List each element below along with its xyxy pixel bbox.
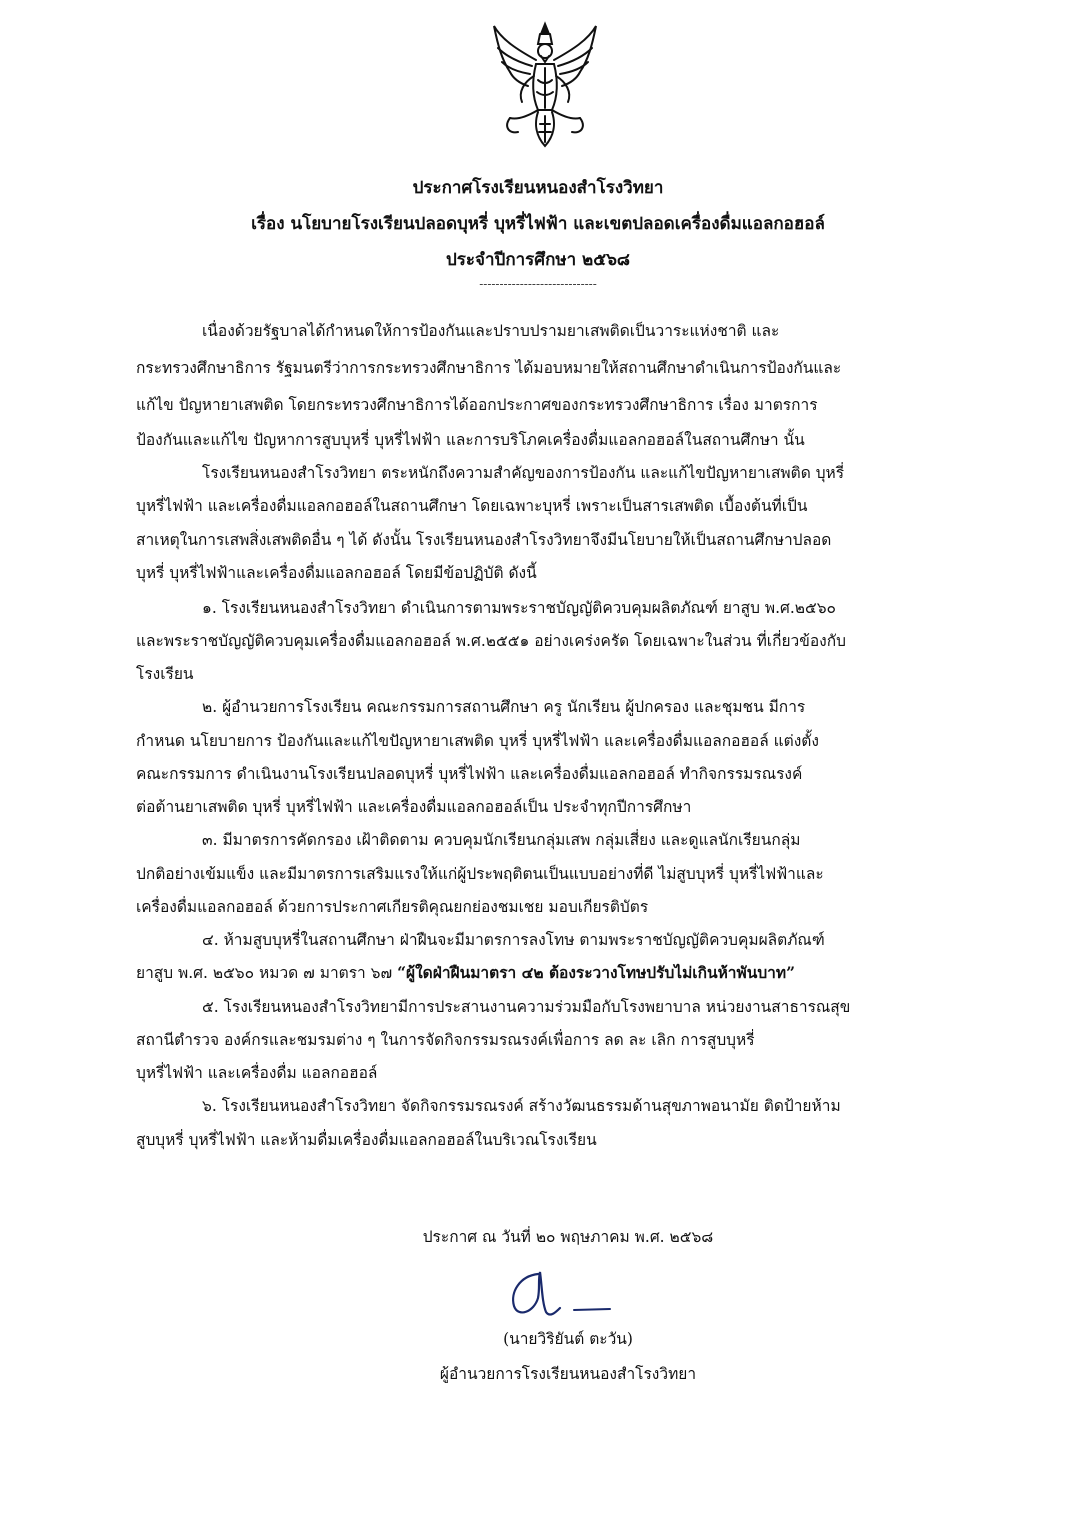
- signatory-position: ผู้อำนวยการโรงเรียนหนองสำโรงวิทยา: [439, 1365, 697, 1383]
- signatory-name: (นายวิริยันต์ ตะวัน): [503, 1330, 633, 1348]
- penalty-text: “ผู้ใดฝ่าฝืนมาตรา ๔๒ ต้องระวางโทษปรับไม่เกินห้าพันบาท”: [397, 963, 795, 982]
- paragraph-line: แก้ไข ปัญหายาเสพติด โดยกระทรวงศึกษาธิการได้ออกประกาศของกระทรวงศึกษาธิการ เรื่อง มาตรการ: [136, 396, 818, 414]
- paragraph-line: และพระราชบัญญัติควบคุมเครื่องดื่มแอลกอฮอล์ พ.ศ.๒๕๕๑ อย่างเคร่งครัด โดยเฉพาะในส่วน ที่เกี่ยวข้องกับ: [136, 632, 846, 650]
- paragraph-line: กระทรวงศึกษาธิการ รัฐมนตรีว่าการกระทรวงศึกษาธิการ ได้มอบหมายให้สถานศึกษาดำเนินการป้องกันและ: [136, 359, 842, 377]
- garuda-emblem-icon: [488, 20, 602, 150]
- announcement-academic-year: ประจำปีการศึกษา ๒๕๖๘: [445, 250, 631, 270]
- policy-item-6: ๖. โรงเรียนหนองสำโรงวิทยา จัดกิจกรรมรณรงค์ สร้างวัฒนธรรมด้านสุขภาพอนามัย ติดป้ายห้าม: [202, 1097, 841, 1115]
- paragraph-line: ต่อต้านยาเสพติด บุหรี่ บุหรี่ไฟฟ้า และเครื่องดื่มแอลกอฮอล์เป็น ประจำทุกปีการศึกษา: [136, 798, 692, 816]
- paragraph-line: โรงเรียนหนองสำโรงวิทยา ตระหนักถึงความสำคัญของการป้องกัน และแก้ไขปัญหายาเสพติด บุหรี่: [202, 464, 845, 482]
- paragraph-line: เครื่องดื่มแอลกอฮอล์ ด้วยการประกาศเกียรติคุณยกย่องชมเชย มอบเกียรติบัตร: [136, 898, 649, 916]
- policy-item-4: ๔. ห้ามสูบบุหรี่ในสถานศึกษา ฝ่าฝืนจะมีมาตรการลงโทษ ตามพระราชบัญญัติควบคุมผลิตภัณฑ์: [202, 931, 825, 949]
- paragraph-line: สถานีตำรวจ องค์กรและชมรมต่าง ๆ ในการจัดกิจกรรมรณรงค์เพื่อการ ลด ละ เลิก การสูบบุหรี่: [136, 1031, 755, 1049]
- item4-text: ยาสูบ พ.ศ. ๒๕๖๐ หมวด ๗ มาตรา ๖๗: [136, 964, 398, 982]
- policy-item-5: ๕. โรงเรียนหนองสำโรงวิทยามีการประสานงานความร่วมมือกับโรงพยาบาล หน่วยงานสาธารณสุข: [202, 998, 851, 1016]
- paragraph-line: สาเหตุในการเสพสิ่งเสพติดอื่น ๆ ได้ ดังนั้น โรงเรียนหนองสำโรงวิทยาจึงมีนโยบายให้เป็นสถานศึกษาปลอด: [136, 531, 832, 549]
- paragraph-line: บุหรี่ บุหรี่ไฟฟ้าและเครื่องดื่มแอลกอฮอล์ โดยมีข้อปฏิบัติ ดังนี้: [136, 564, 537, 582]
- paragraph-line: สูบบุหรี่ บุหรี่ไฟฟ้า และห้ามดื่มเครื่องดื่มแอลกอฮอล์ในบริเวณโรงเรียน: [136, 1131, 597, 1149]
- signature-icon: [498, 1262, 628, 1322]
- paragraph-line: เนื่องด้วยรัฐบาลได้กำหนดให้การป้องกันและปราบปรามยาเสพติดเป็นวาระแห่งชาติ และ: [202, 322, 780, 340]
- paragraph-line: บุหรี่ไฟฟ้า และเครื่องดื่ม แอลกอฮอล์: [136, 1064, 378, 1082]
- paragraph-line: กำหนด นโยบายการ ป้องกันและแก้ไขปัญหายาเสพติด บุหรี่ บุหรี่ไฟฟ้า และเครื่องดื่มแอลกอฮอล์ แต่งตั้ง: [136, 732, 819, 750]
- paragraph-line: โรงเรียน: [136, 665, 194, 683]
- paragraph-line: คณะกรรมการ ดำเนินงานโรงเรียนปลอดบุหรี่ บุหรี่ไฟฟ้า และเครื่องดื่มแอลกอฮอล์ ทำกิจกรรมรณรงค์: [136, 765, 803, 783]
- paragraph-line: ปกติอย่างเข้มแข็ง และมีมาตรการเสริมแรงให้แก่ผู้ประพฤติตนเป็นแบบอย่างที่ดี ไม่สูบบุหรี่ บุหรี่ไฟฟ้าและ: [136, 865, 824, 883]
- paragraph-line: ป้องกันและแก้ไข ปัญหาการสูบบุหรี่ บุหรี่ไฟฟ้า และการบริโภคเครื่องดื่มแอลกอฮอล์ในสถานศึกษา นั้น: [136, 431, 805, 449]
- announcement-date: ประกาศ ณ วันที่ ๒๐ พฤษภาคม พ.ศ. ๒๕๖๘: [422, 1228, 714, 1246]
- policy-item-2: ๒. ผู้อำนวยการโรงเรียน คณะกรรมการสถานศึกษา ครู นักเรียน ผู้ปกครอง และชุมชน มีการ: [202, 698, 806, 716]
- announcement-subject: เรื่อง นโยบายโรงเรียนปลอดบุหรี่ บุหรี่ไฟฟ้า และเขตปลอดเครื่องดื่มแอลกอฮอล์: [251, 214, 825, 234]
- paragraph-line: [136, 961, 958, 985]
- policy-item-1: ๑. โรงเรียนหนองสำโรงวิทยา ดำเนินการตามพระราชบัญญัติควบคุมผลิตภัณฑ์ ยาสูบ พ.ศ.๒๕๖๐: [202, 599, 837, 617]
- paragraph-line: บุหรี่ไฟฟ้า และเครื่องดื่มแอลกอฮอล์ในสถานศึกษา โดยเฉพาะบุหรี่ เพราะเป็นสารเสพติด เบื้องต้นที่เป็น: [136, 497, 808, 515]
- policy-item-3: ๓. มีมาตรการคัดกรอง เฝ้าติดตาม ควบคุมนักเรียนกลุ่มเสพ กลุ่มเสี่ยง และดูแลนักเรียนกลุ่ม: [202, 831, 801, 849]
- announcement-title: ประกาศโรงเรียนหนองสำโรงวิทยา: [412, 178, 664, 198]
- title-separator: -----------------------------: [479, 277, 597, 291]
